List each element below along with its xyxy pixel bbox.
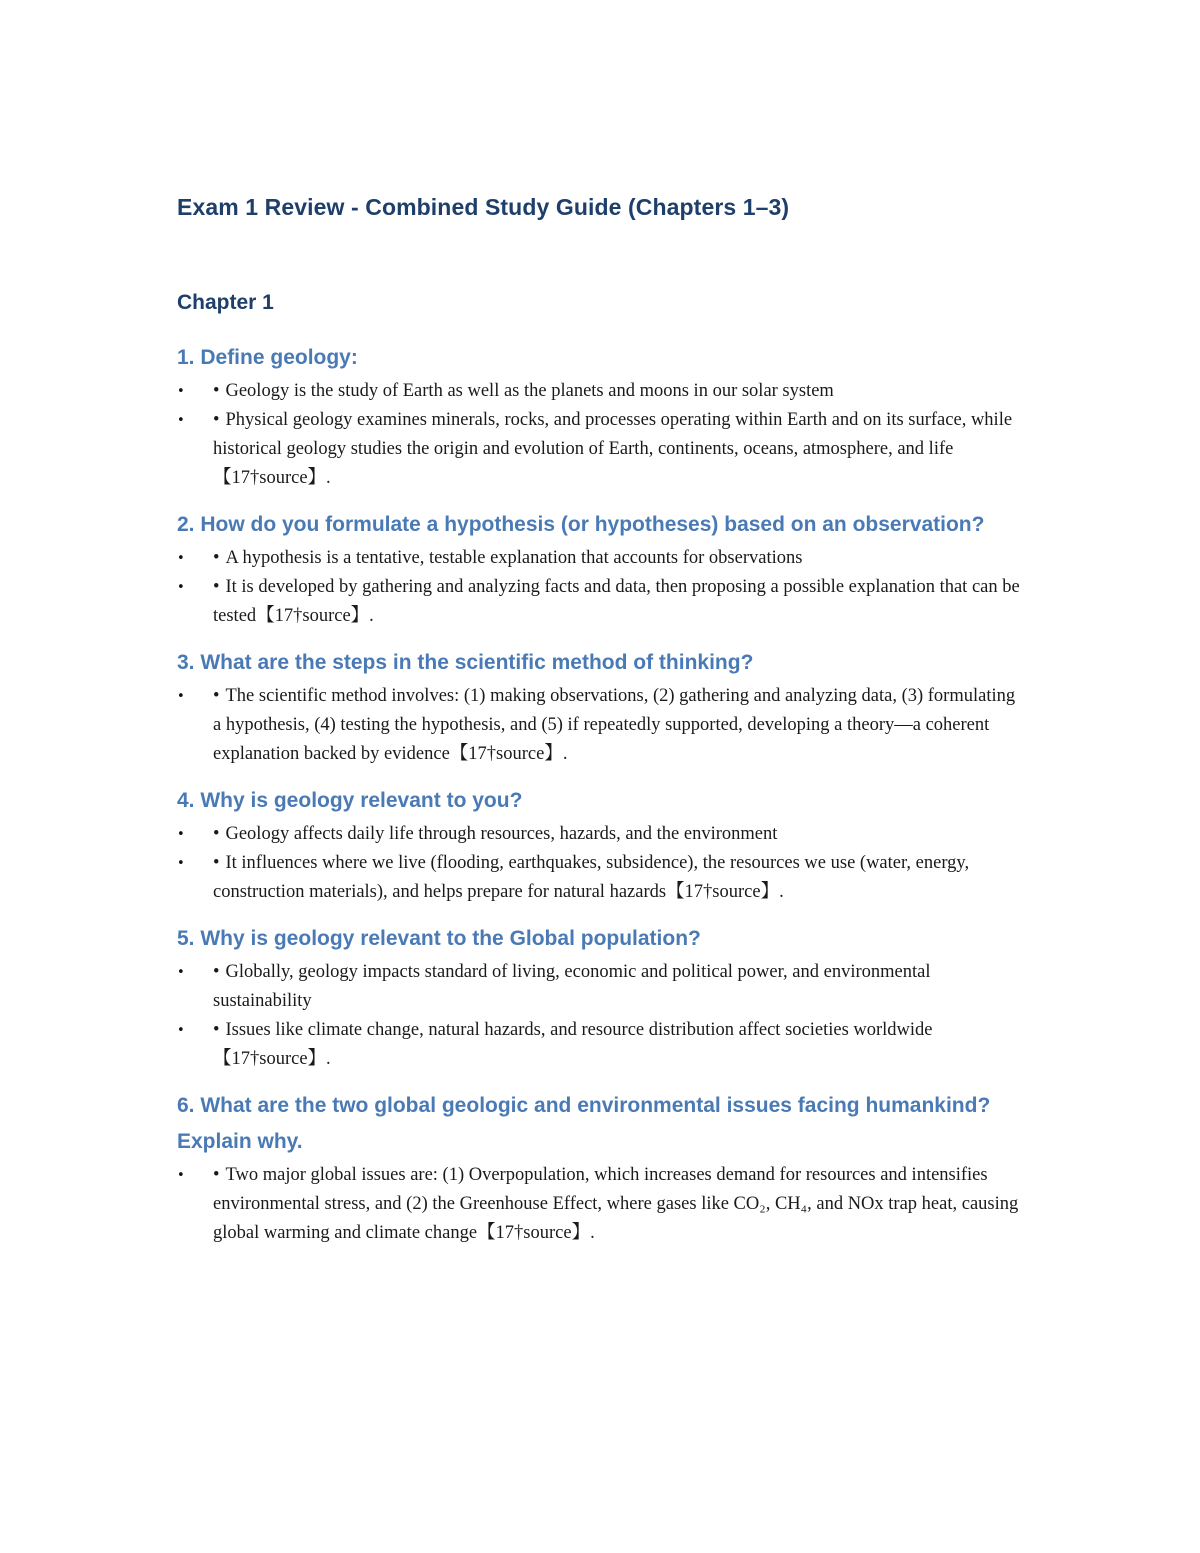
bullet-icon: •	[177, 827, 185, 842]
inline-bullet-marker: •	[213, 410, 220, 430]
answer-list	[177, 958, 1022, 1074]
bullet-icon: •	[177, 1168, 185, 1183]
answer-text: Issues like climate change, natural hazards, and resource distribution affect societies worldwide【17†source】.	[213, 1020, 933, 1069]
question-6	[177, 1088, 1022, 1248]
list-item	[177, 820, 1022, 849]
inline-bullet-marker: •	[213, 1165, 220, 1185]
answer-text: Globally, geology impacts standard of living, economic and political power, and environmental sustainability	[213, 962, 931, 1011]
inline-bullet-marker: •	[213, 381, 220, 401]
inline-bullet-marker: •	[213, 686, 220, 706]
document-title: Exam 1 Review - Combined Study Guide (Chapters 1–3)	[177, 194, 790, 220]
question-heading: 1. Define geology:	[177, 346, 358, 369]
list-item	[177, 1161, 1022, 1248]
list-item	[177, 849, 1022, 907]
answer-text: It is developed by gathering and analyzing facts and data, then proposing a possible explanation that can be tested【17†source】.	[213, 577, 1020, 626]
list-item	[177, 573, 1022, 631]
inline-bullet-marker: •	[213, 962, 220, 982]
answer-text: Geology is the study of Earth as well as the planets and moons in our solar system	[225, 381, 834, 401]
list-item	[177, 682, 1022, 769]
inline-bullet-marker: •	[213, 548, 220, 568]
bullet-icon: •	[177, 551, 185, 566]
list-item	[177, 1016, 1022, 1074]
bullet-icon: •	[177, 413, 185, 428]
inline-bullet-marker: •	[213, 577, 220, 597]
question-heading: 4. Why is geology relevant to you?	[177, 789, 523, 812]
bullet-icon: •	[177, 1023, 185, 1038]
question-heading: 6. What are the two global geologic and environmental issues facing humankind? Explain why.	[177, 1094, 991, 1153]
document-body	[177, 190, 1022, 1260]
answer-list	[177, 820, 1022, 907]
list-item	[177, 406, 1022, 493]
answer-text: Physical geology examines minerals, rocks, and processes operating within Earth and on its surface, while historical geology studies the origin and evolution of Earth, continents, oceans, atmosphere, and life【17†source】.	[213, 410, 1013, 488]
answer-text: Two major global issues are: (1) Overpopulation, which increases demand for resources and intensifies environmental stress, and (2) the Greenhouse Effect, where gases like CO₂, CH₄, and NOx trap heat, causing global warming and climate change【17†source】.	[213, 1165, 1019, 1243]
question-heading: 3. What are the steps in the scientific method of thinking?	[177, 651, 754, 674]
answer-list	[177, 1161, 1022, 1248]
chapter-heading: Chapter 1	[177, 291, 274, 314]
bullet-icon: •	[177, 580, 185, 595]
inline-bullet-marker: •	[213, 853, 220, 873]
answer-list	[177, 544, 1022, 631]
question-3	[177, 645, 1022, 769]
bullet-icon: •	[177, 856, 185, 871]
bullet-icon: •	[177, 689, 185, 704]
answer-text: Geology affects daily life through resources, hazards, and the environment	[225, 824, 778, 844]
inline-bullet-marker: •	[213, 1020, 220, 1040]
answer-text: It influences where we live (flooding, earthquakes, subsidence), the resources we use (water, energy, construction materials), and helps prepare for natural hazards【17†source】.	[213, 853, 970, 902]
list-item	[177, 544, 1022, 573]
answer-list	[177, 682, 1022, 769]
answer-text: The scientific method involves: (1) making observations, (2) gathering and analyzing data, (3) formulating a hypothesis, (4) testing the hypothesis, and (5) if repeatedly supported, developing a theory—a coherent explanation backed by evidence【17†source】.	[213, 686, 1016, 764]
list-item	[177, 958, 1022, 1016]
bullet-icon: •	[177, 384, 185, 399]
question-heading: 5. Why is geology relevant to the Global population?	[177, 927, 701, 950]
question-5	[177, 921, 1022, 1074]
answer-list	[177, 377, 1022, 493]
answer-text: A hypothesis is a tentative, testable explanation that accounts for observations	[225, 548, 803, 568]
question-2	[177, 507, 1022, 631]
inline-bullet-marker: •	[213, 824, 220, 844]
question-heading: 2. How do you formulate a hypothesis (or hypotheses) based on an observation?	[177, 513, 985, 536]
question-4	[177, 783, 1022, 907]
question-1	[177, 340, 1022, 493]
bullet-icon: •	[177, 965, 185, 980]
list-item	[177, 377, 1022, 406]
